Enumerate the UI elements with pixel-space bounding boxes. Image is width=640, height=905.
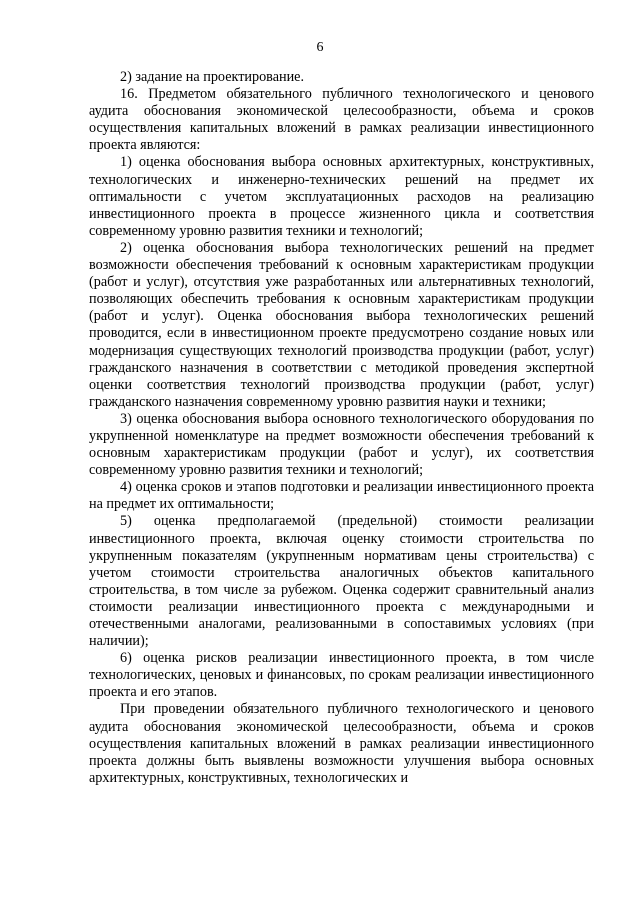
paragraph-item-1: 1) оценка обоснования выбора основных архитектурных, конструктивных, технологических и инженерно-технических решений на предмет их оптимальности с учетом эксплуатационных расходов на реализацию инвестиционного проекта в процессе жизненного цикла и соответствия современному уровню развития техники и технологий;	[89, 154, 594, 239]
paragraph-audit-requirements: При проведении обязательного публичного технологического и ценового аудита обоснования экономической целесообразности, объема и сроков осуществления капитальных вложений в рамках реализации инвестиционного проекта должны быть выявлены возможности улучшения выбора основных архитектурных, конструктивных, технологических и	[89, 701, 594, 786]
paragraph-item-3: 3) оценка обоснования выбора основного технологического оборудования по укрупненной номенклатуре на предмет возможности обеспечения требований к основным характеристикам продукции (работ и услуг), их соответствия современному уровню развития техники и технологий;	[89, 410, 594, 479]
page-number: 6	[316, 40, 324, 55]
document-body	[89, 69, 594, 787]
paragraph-item-5: 5) оценка предполагаемой (предельной) стоимости реализации инвестиционного проекта, включая оценку стоимости строительства по укрупненным показателям (укрупненным нормативам цены строительства) с учетом стоимости строительства аналогичных объектов капитального строительства, в том числе за рубежом. Оценка содержит сравнительный анализ стоимости реализации инвестиционного проекта с международными и отечественными аналогами, реализованными в сопоставимых условиях (при наличии);	[89, 513, 594, 650]
paragraph-item-4: 4) оценка сроков и этапов подготовки и реализации инвестиционного проекта на предмет их оптимальности;	[89, 479, 594, 513]
paragraph-item-2: 2) оценка обоснования выбора технологических решений на предмет возможности обеспечения требований к основным характеристикам продукции (работ и услуг), отсутствия уже разработанных или альтернативных технологий, позволяющих обеспечить требования к основным характеристикам продукции (работ и услуг). Оценка обоснования выбора технологических решений проводится, если в инвестиционном проекте предусмотрено создание новых или модернизация существующих технологий производства продукции (работ, услуг) гражданского назначения в соответствии с методикой проведения экспертной оценки соответствия технологий производства продукции (работ, услуг) гражданского назначения современному уровню развития науки и техники;	[89, 239, 594, 410]
paragraph-clause-16: 16. Предметом обязательного публичного технологического и ценового аудита обоснования экономической целесообразности, объема и сроков осуществления капитальных вложений в рамках реализации инвестиционного проекта являются:	[89, 86, 594, 154]
paragraph-task-item: 2) задание на проектирование.	[120, 69, 305, 85]
paragraph-item-6: 6) оценка рисков реализации инвестиционного проекта, в том числе технологических, ценовых и финансовых, по срокам реализации инвестиционного проекта и его этапов.	[89, 650, 594, 701]
